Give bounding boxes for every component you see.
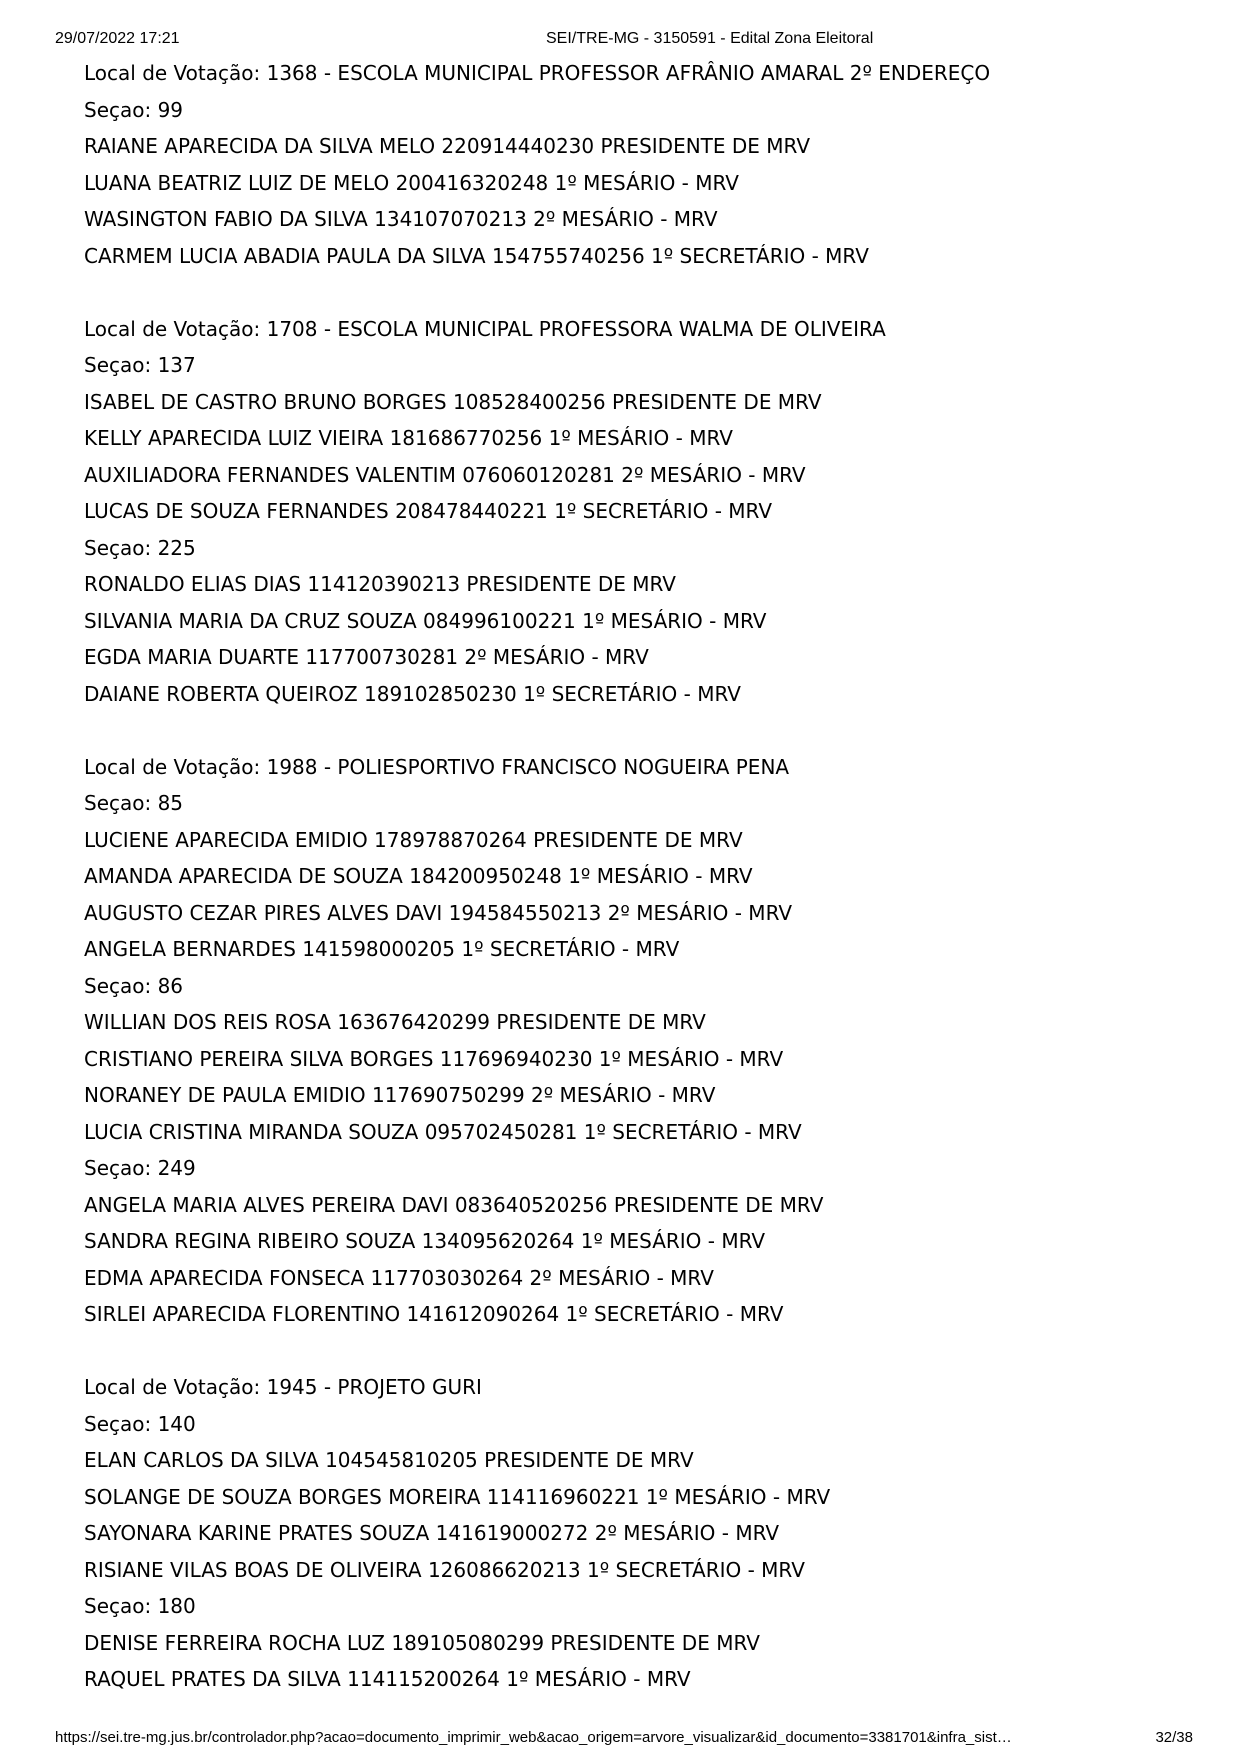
section-label: Seçao: 140 [84,1411,196,1436]
member-line: CRISTIANO PEREIRA SILVA BORGES 117696940230 1º MESÁRIO - MRV [84,1046,784,1071]
member-line: ISABEL DE CASTRO BRUNO BORGES 108528400256 PRESIDENTE DE MRV [84,389,822,414]
member-line: KELLY APARECIDA LUIZ VIEIRA 181686770256 1º MESÁRIO - MRV [84,426,733,450]
polling-location [84,311,1184,713]
section-label: Seçao: 225 [84,535,196,560]
member-line: EGDA MARIA DUARTE 117700730281 2º MESÁRIO - MRV [84,645,649,669]
member-line: AMANDA APARECIDA DE SOUZA 184200950248 1º MESÁRIO - MRV [84,864,753,888]
member-line: LUCIA CRISTINA MIRANDA SOUZA 095702450281 1º SECRETÁRIO - MRV [84,1119,802,1144]
member-line: EDMA APARECIDA FONSECA 117703030264 2º MESÁRIO - MRV [84,1265,714,1290]
member-line: LUCIENE APARECIDA EMIDIO 178978870264 PRESIDENTE DE MRV [84,827,743,852]
member-line: NORANEY DE PAULA EMIDIO 117690750299 2º MESÁRIO - MRV [84,1083,716,1107]
print-header [55,30,1193,52]
member-line: AUXILIADORA FERNANDES VALENTIM 076060120281 2º MESÁRIO - MRV [84,462,806,487]
polling-location-title: Local de Votação: 1945 - PROJETO GURI [84,1375,482,1399]
member-line: DENISE FERREIRA ROCHA LUZ 189105080299 PRESIDENTE DE MRV [84,1630,760,1655]
member-line: ANGELA MARIA ALVES PEREIRA DAVI 083640520256 PRESIDENTE DE MRV [84,1192,824,1217]
member-line: SOLANGE DE SOUZA BORGES MOREIRA 114116960221 1º MESÁRIO - MRV [84,1484,831,1509]
member-line: RONALDO ELIAS DIAS 114120390213 PRESIDENTE DE MRV [84,572,676,596]
polling-location [84,1369,1184,1698]
member-line: WILLIAN DOS REIS ROSA 163676420299 PRESIDENTE DE MRV [84,1010,706,1034]
member-line: ELAN CARLOS DA SILVA 104545810205 PRESIDENTE DE MRV [84,1448,694,1472]
member-line: RISIANE VILAS BOAS DE OLIVEIRA 126086620213 1º SECRETÁRIO - MRV [84,1557,805,1582]
document-title: SEI/TRE-MG - 3150591 - Edital Zona Eleitoral [546,30,874,47]
polling-location-title: Local de Votação: 1368 - ESCOLA MUNICIPAL PROFESSOR AFRÂNIO AMARAL 2º ENDEREÇO [84,61,991,85]
member-line: LUANA BEATRIZ LUIZ DE MELO 200416320248 1º MESÁRIO - MRV [84,170,739,195]
section-label: Seçao: 137 [84,353,196,377]
member-line: RAIANE APARECIDA DA SILVA MELO 220914440230 PRESIDENTE DE MRV [84,134,811,158]
member-line: SANDRA REGINA RIBEIRO SOUZA 134095620264 1º MESÁRIO - MRV [84,1229,766,1253]
member-line: RAQUEL PRATES DA SILVA 114115200264 1º MESÁRIO - MRV [84,1667,691,1691]
section-label: Seçao: 86 [84,973,184,998]
section-label: Seçao: 249 [84,1156,196,1180]
polling-location-title: Local de Votação: 1988 - POLIESPORTIVO FRANCISCO NOGUEIRA PENA [84,754,790,779]
member-line: WASINGTON FABIO DA SILVA 134107070213 2º MESÁRIO - MRV [84,207,718,231]
document-url-link[interactable]: https://sei.tre-mg.jus.br/controlador.php?acao=documento_imprimir_web&acao_origem=arvore_visualizar&id_documento=3381701&infra_sist… [55,1729,1012,1746]
print-datetime: 29/07/2022 17:21 [55,30,180,47]
polling-location [84,55,1184,274]
section-label: Seçao: 99 [84,97,184,122]
member-line: CARMEM LUCIA ABADIA PAULA DA SILVA 154755740256 1º SECRETÁRIO - MRV [84,243,869,268]
print-footer [55,1729,1193,1751]
section-label: Seçao: 180 [84,1594,196,1618]
member-line: ANGELA BERNARDES 141598000205 1º SECRETÁRIO - MRV [84,937,680,961]
polling-location [84,749,1184,1333]
member-line: SAYONARA KARINE PRATES SOUZA 141619000272 2º MESÁRIO - MRV [84,1521,780,1545]
member-line: SILVANIA MARIA DA CRUZ SOUZA 084996100221 1º MESÁRIO - MRV [84,608,767,633]
document-body [84,55,1184,1734]
section-label: Seçao: 85 [84,791,184,815]
member-line: LUCAS DE SOUZA FERNANDES 208478440221 1º SECRETÁRIO - MRV [84,499,773,523]
member-line: DAIANE ROBERTA QUEIROZ 189102850230 1º SECRETÁRIO - MRV [84,681,741,706]
page-number: 32/38 [1155,1729,1193,1746]
member-line: SIRLEI APARECIDA FLORENTINO 141612090264 1º SECRETÁRIO - MRV [84,1302,784,1326]
member-line: AUGUSTO CEZAR PIRES ALVES DAVI 194584550213 2º MESÁRIO - MRV [84,900,793,925]
polling-location-title: Local de Votação: 1708 - ESCOLA MUNICIPAL PROFESSORA WALMA DE OLIVEIRA [84,316,886,341]
